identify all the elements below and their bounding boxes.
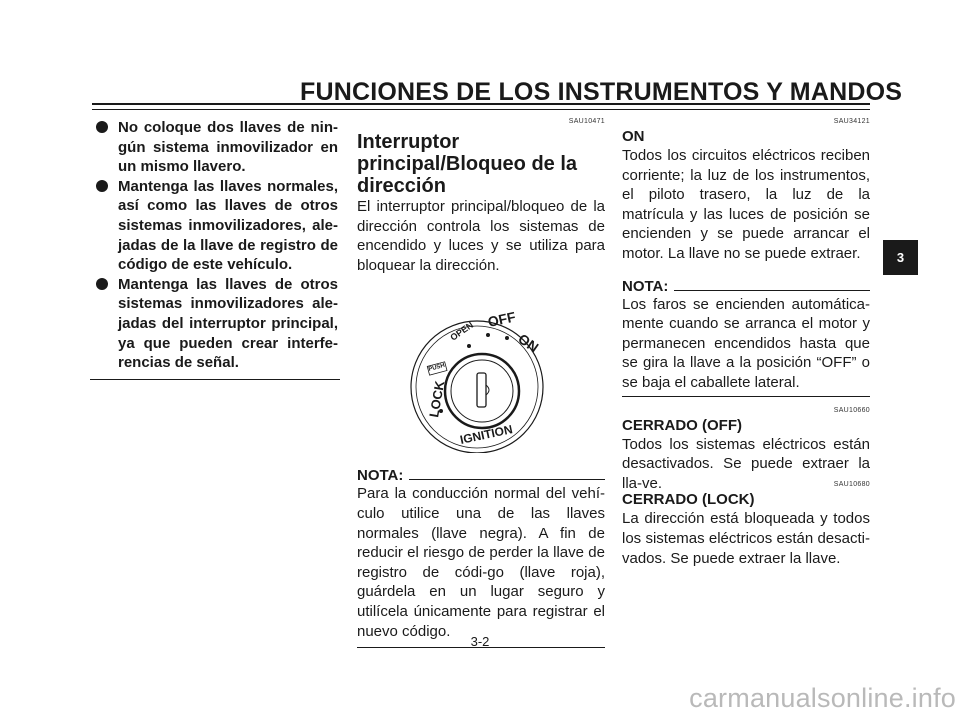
left-column xyxy=(94,118,338,380)
page-number: 3-2 xyxy=(470,634,490,649)
right-column xyxy=(622,118,870,568)
bullet-item: No coloque dos llaves de nin-gún sistema inmovilizador en un mismo llavero. xyxy=(94,118,338,177)
intro-paragraph: El interruptor principal/bloqueo de la dirección controla los sistemas de encendido y luces y se utiliza para bloquear la dirección. xyxy=(357,198,605,274)
watermark: carmanualsonline.info xyxy=(689,683,956,713)
reference-code: SAU10660 xyxy=(833,406,870,414)
middle-column xyxy=(357,118,605,648)
nota-rule xyxy=(674,290,870,291)
lock-heading: CERRADO (LOCK) xyxy=(622,491,755,509)
section-heading: Interruptor principal/Bloqueo de la dirección xyxy=(357,131,578,197)
key-slot xyxy=(477,373,486,407)
nota-text: Para la conducción normal del vehí-culo utilice una de las llaves normales (llave negra). A fin de reducir el riesgo de perder la llave de registro de códi-go (llave roja), guárdela en un lugar seguro y utilícela únicamente para registrar el nuevo código. xyxy=(357,485,605,640)
on-paragraph: Todos los circuitos eléctricos reciben corriente; la luz de los instrumentos, el piloto trasero, la luz de la matrícula y las luces de posición se encienden y se puede arrancar el motor. La llave no se puede extraer. xyxy=(622,147,870,262)
chapter-tab: 3 xyxy=(883,240,918,275)
label-on: ON xyxy=(515,330,542,356)
header-rule xyxy=(92,103,870,110)
nota-end-rule xyxy=(622,396,870,397)
main-switch-illustration xyxy=(357,303,605,453)
label-push: PUSH xyxy=(427,363,446,374)
reference-code: SAU34121 xyxy=(833,118,870,125)
reference-code: SAU10471 xyxy=(568,118,605,125)
bullet-item: Mantenga las llaves de otros sistemas inmovilizadores ale-jadas del interruptor principal, ya que pueden crear interfe-rencias de señal. xyxy=(94,275,338,373)
section-end-rule xyxy=(90,379,340,380)
label-lock: LOCK xyxy=(426,380,448,419)
bullet-dot-icon xyxy=(96,180,108,192)
off-heading: CERRADO (OFF) xyxy=(622,416,742,434)
off-paragraph: Todos los sistemas eléctricos están desactivados. Se puede extraer la lla-ve. xyxy=(622,435,870,492)
nota-header xyxy=(357,467,605,484)
label-open: OPEN xyxy=(448,320,476,344)
nota-label: NOTA: xyxy=(357,467,404,485)
nota-header xyxy=(622,278,870,295)
page-header-title: FUNCIONES DE LOS INSTRUMENTOS Y MANDOS xyxy=(300,78,903,106)
nota-text: Los faros se encienden automática-mente cuando se arranca el motor y permanecen encendidos hasta que se gira la llave a la posición “OFF” o se baja el caballete lateral. xyxy=(622,295,870,391)
reference-code: SAU10680 xyxy=(833,481,870,489)
label-ignition: IGNITION xyxy=(458,422,514,448)
nota-rule xyxy=(409,479,605,480)
nota-label: NOTA: xyxy=(622,277,669,295)
bullet-dot-icon xyxy=(96,278,108,290)
warning-bullet-list xyxy=(94,118,338,373)
bullet-item: Mantenga las llaves normales, así como las llaves de otros sistemas inmovilizadores, ale-jadas de la llave de registro de código de este vehículo. xyxy=(94,177,338,275)
label-off: OFF xyxy=(486,308,518,331)
lock-paragraph: La dirección está bloqueada y todos los sistemas eléctricos están desacti-vados. Se puede extraer la llave. xyxy=(622,510,870,567)
on-heading: ON xyxy=(622,128,645,145)
bullet-dot-icon xyxy=(96,121,108,133)
